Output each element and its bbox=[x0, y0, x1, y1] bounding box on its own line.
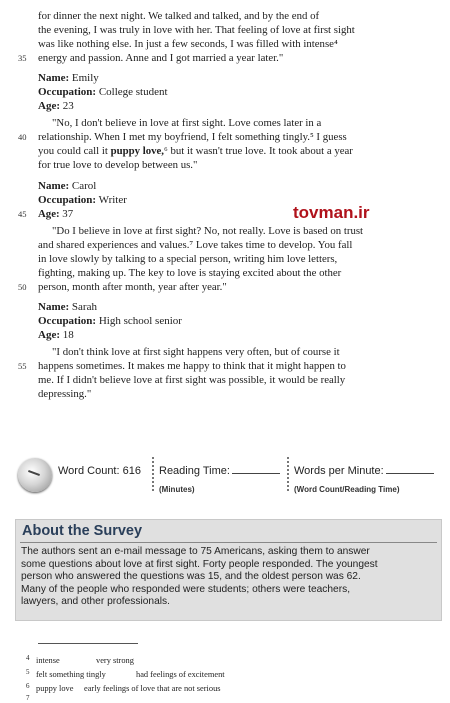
site-watermark: tovman.ir bbox=[293, 203, 370, 222]
word-count: Word Count: 616 bbox=[58, 465, 141, 477]
person-occupation: Occupation: College student bbox=[38, 86, 168, 98]
survey-heading: About the Survey bbox=[22, 523, 143, 539]
reading-time: Reading Time: (Minutes) bbox=[159, 461, 280, 497]
person-name: Name: Carol bbox=[38, 180, 97, 192]
person-occupation: Occupation: High school senior bbox=[38, 315, 182, 327]
divider bbox=[287, 457, 289, 491]
clock-icon bbox=[18, 458, 52, 492]
survey-line: Many of the people who responded were students; others were teachers, bbox=[21, 583, 351, 595]
person-name: Name: Emily bbox=[38, 72, 99, 84]
reading-time-blank[interactable] bbox=[232, 473, 280, 474]
wpm-blank[interactable] bbox=[386, 473, 434, 474]
textbook-page: for dinner the next night. We talked and talked, and by the end of the evening, I was truly in love with her. That feeling of love at first sight was like nothing else. In just a few seconds, I was filled with intense⁴ 35 energy and passion. Anne and I got married a year later." Name: Emily Occupation: College student Age: 23 "No, I don't believe in love at first sight. Love comes later in a 40 relationship. When I met my boyfriend, I felt something tingly.⁵ I guess you could call it puppy love,⁶ but it wasn't true love. It took about a year for true love to develop between us." Name: Carol Occupation: Writer 45 Age: 37 "Do I believe in love at first sight? No, not really. Love is based on trust and shared experiences and values.⁷ Love takes time to develop. You fall in love slowly by talking to a special person, writing him love letters, fighting, making up. The key to love is staying excited about the other 50 person, month after month, year after year." Name: Sarah Occupation: High school senior Age: 18 "I don't think love at first sight happens very often, but of course it 55 happens sometimes. It makes me happy to think that it might happen to me. If I didn't believe love at first sight was possible, it would be really depressing." tovman.ir Word Count: 616 Reading Time: (Minutes) Words per Minute: (Word Count/Reading Time) About the Survey The authors sent an e-mail message to 75 Americans, asking them to answer some questions about love at first sight. Forty people responded. The youngest person who answered the questions was 15, and the oldest person was 62. Many of the people who responded were students; others were teachers, lawyers, and other professionals. 4 intense very strong 5 felt something tingly had feelings of excitement 6 puppy love early feelings of love that are not serious 7 bbox=[0, 0, 450, 700]
person-occupation: Occupation: Writer bbox=[38, 194, 127, 206]
divider bbox=[152, 457, 154, 491]
divider bbox=[20, 542, 437, 543]
person-name: Name: Sarah bbox=[38, 301, 97, 313]
person-age: Age: 18 bbox=[38, 329, 74, 341]
survey-line: person who answered the questions was 15, and the oldest person was 62. bbox=[21, 571, 361, 582]
survey-line: some questions about love at first sight. Forty people responded. The youngest bbox=[21, 558, 378, 570]
words-per-minute: Words per Minute: (Word Count/Reading Time) bbox=[294, 461, 434, 497]
about-survey-box bbox=[15, 519, 442, 621]
survey-line: lawyers, and other professionals. bbox=[21, 596, 170, 607]
footnote-rule bbox=[38, 643, 138, 644]
survey-line: The authors sent an e-mail message to 75 Americans, asking them to answer bbox=[21, 546, 370, 557]
person-age: Age: 23 bbox=[38, 100, 74, 112]
